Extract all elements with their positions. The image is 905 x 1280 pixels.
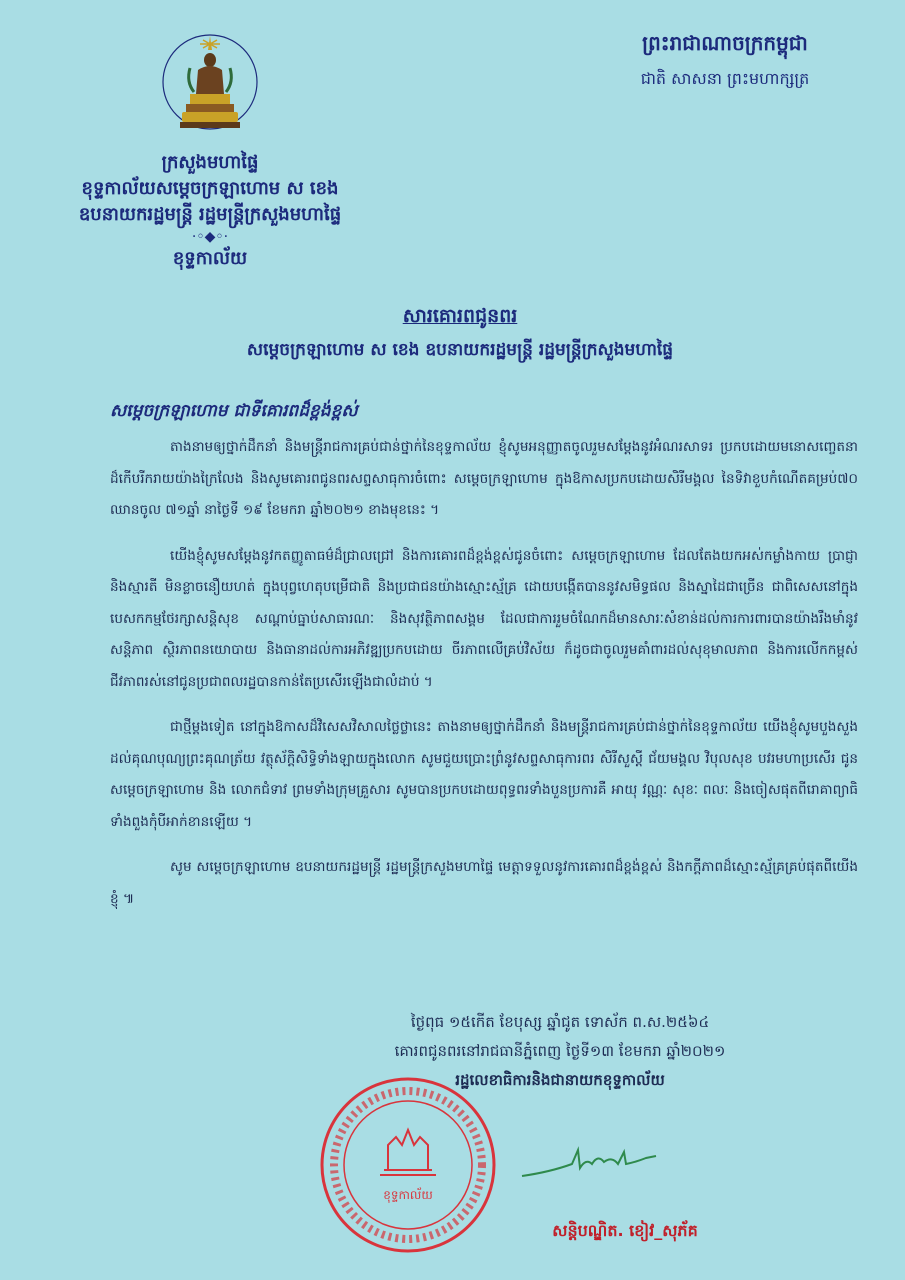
header-ornament: ·◦◆◦· bbox=[191, 229, 229, 245]
official-stamp bbox=[318, 1075, 498, 1255]
lunar-date: ថ្ងៃពុធ ១៥កើត ខែបុស្ស ឆ្នាំជូត ទោស័ក ព.ស.២៥៦៤ bbox=[410, 1013, 710, 1031]
signer-name: សន្តិបណ្ឌិត. ខៀវ_សុភ័គ bbox=[552, 1221, 698, 1240]
letter-subheading: សម្តេចក្រឡាហោម ស ខេង ឧបនាយករដ្ឋមន្ត្រី រដ្ឋមន្ត្រីក្រសួងមហាផ្ទៃ bbox=[246, 340, 674, 360]
ministry-header bbox=[60, 150, 360, 272]
minister-title: ឧបនាយករដ្ឋមន្ត្រី រដ្ឋមន្ត្រីក្រសួងមហាផ្ទៃ bbox=[78, 204, 342, 225]
body-paragraph: សូម សម្តេចក្រឡាហោម ឧបនាយករដ្ឋមន្ត្រី រដ្ឋមន្ត្រីក្រសួងមហាផ្ទៃ មេត្តាទទួលនូវការគោរពដ៏ខ្ពង់ខ្ពស់ និងកក្តីភាពដ៏ស្មោះស្ម័គ្រគ្រប់ផុតពីយើងខ្ញុំ ៕ bbox=[110, 859, 858, 907]
handwritten-signature bbox=[520, 1142, 660, 1182]
kingdom-title: ព្រះរាជាណាចក្រកម្ពុជា bbox=[642, 31, 808, 55]
body-paragraph: ជាថ្មីម្តងទៀត នៅក្នុងឱកាសដ៏វិសេសវិសាលថ្លៃថ្លានេះ តាងនាមឲ្យថ្នាក់ដឹកនាំ និងមន្ត្រីរាជការគ្រប់ជាន់ថ្នាក់នៃខុទ្ទកាល័យ យើងខ្ញុំសូមបួងសួងដល់គុណបុណ្យព្រះគុណត្រ័យ វត្ថុស័ក្តិសិទ្ធិទាំងឡាយក្នុងលោក សូមជួយប្រោះព្រំនូវសព្ទសាធុការពរ សិរីសួស្តី ជ័យមង្គល វិបុលសុខ បវរមហាប្រសើរ ជូន សម្តេចក្រឡាហោម និង លោកជំទាវ ព្រមទាំងក្រុមគ្រួសារ សូមបានប្រកបដោយពុទ្ធពរទាំងបួនប្រការគឺ អាយុ វណ្ណៈ សុខៈ ពលៈ និងចៀសផុតពីរោគាព្យាធិទាំងពួងកុំបីអាក់ខានឡើយ ។ bbox=[110, 719, 858, 830]
body-paragraph: យើងខ្ញុំសូមសម្តែងនូវកតញ្ញូតាធម៌ដ៏ជ្រាលជ្រៅ និងការគោរពដ៏ខ្ពង់ខ្ពស់ជូនចំពោះ សម្តេចក្រឡាហោម ដែលតែងយកអស់កម្លាំងកាយ ប្រាជ្ញា និងស្មារតី មិនខ្លាចនឿយហត់ ក្នុងបុព្វហេតុបម្រើជាតិ និងប្រជាជនយ៉ាងស្មោះស្ម័គ្រ ដោយបង្កើតបាននូវសមិទ្ធផល និងស្នាដៃជាច្រើន ជាពិសេសនៅក្នុងបេសកកម្មថែរក្សាសន្តិសុខ សណ្តាប់ធ្នាប់សាធារណៈ និងសុវត្ថិភាពសង្គម ដែលជាការរួមចំណែកដ៏មានសារៈសំខាន់ដល់ការការពារបានយ៉ាងរឹងមាំនូវសន្តិភាព ស្ថិរភាពនយោបាយ និងធានាដល់ការអភិវឌ្ឍប្រកបដោយ ចីរភាពលើគ្រប់វិស័យ ក៏ដូចជាចូលរួមគាំពារដល់សុខុមាលភាព និងការលើកកម្ពស់ជីវភាពរស់នៅជូនប្រជាពលរដ្ឋបានកាន់តែប្រសើរឡើងជាលំដាប់ ។ bbox=[110, 547, 858, 690]
cabinet-name: ខុទ្ទកាល័យសម្តេចក្រឡាហោម ស ខេង bbox=[81, 178, 339, 199]
signer-position: រដ្ឋលេខាធិការនិងជានាយកខុទ្ទកាល័យ bbox=[455, 1071, 665, 1089]
motto-line: ជាតិ សាសនា ព្រះមហាក្សត្រ bbox=[640, 69, 810, 88]
ministry-name: ក្រសួងមហាផ្ទៃ bbox=[161, 152, 259, 173]
stamp-label: ខុទ្ទកាល័យ bbox=[383, 1188, 433, 1202]
place-date: គោរពជូនពរនៅរាជធានីភ្នំពេញ ថ្ងៃទី១៣ ខែមករា ឆ្នាំ២០២១ bbox=[394, 1042, 726, 1060]
letter-body bbox=[110, 432, 858, 929]
salutation: សម្តេចក្រឡាហោម ជាទីគោរពដ៏ខ្ពង់ខ្ពស់ bbox=[110, 401, 358, 421]
office-label: ខុទ្ទកាល័យ bbox=[172, 248, 248, 269]
letter-heading: សារគោរពជូនពរ bbox=[402, 305, 518, 327]
national-motto bbox=[595, 28, 855, 92]
body-paragraph: តាងនាមឲ្យថ្នាក់ដឹកនាំ និងមន្ត្រីរាជការគ្រប់ជាន់ថ្នាក់នៃខុទ្ទកាល័យ ខ្ញុំសូមអនុញ្ញាតចូលរួមសម្តែងនូវអំណរសាទរ ប្រកបដោយមនោសញ្ចេតនាដ៏កើបរីករាយយ៉ាងក្រៃលែង និងសូមគោរពជូនពរសព្ទសាធុការចំពោះ សម្តេចក្រឡាហោម ក្នុងឱកាសប្រកបដោយសិរីមង្គល នៃទិវាខួបកំណើតគម្រប់៧០ ឈានចូល ៧១ឆ្នាំ នាថ្ងៃទី ១៩ ខែមករា ឆ្នាំ២០២១ ខាងមុខនេះ ។ bbox=[110, 439, 858, 518]
letter-title bbox=[80, 302, 840, 364]
ministry-emblem-logo bbox=[160, 30, 260, 142]
